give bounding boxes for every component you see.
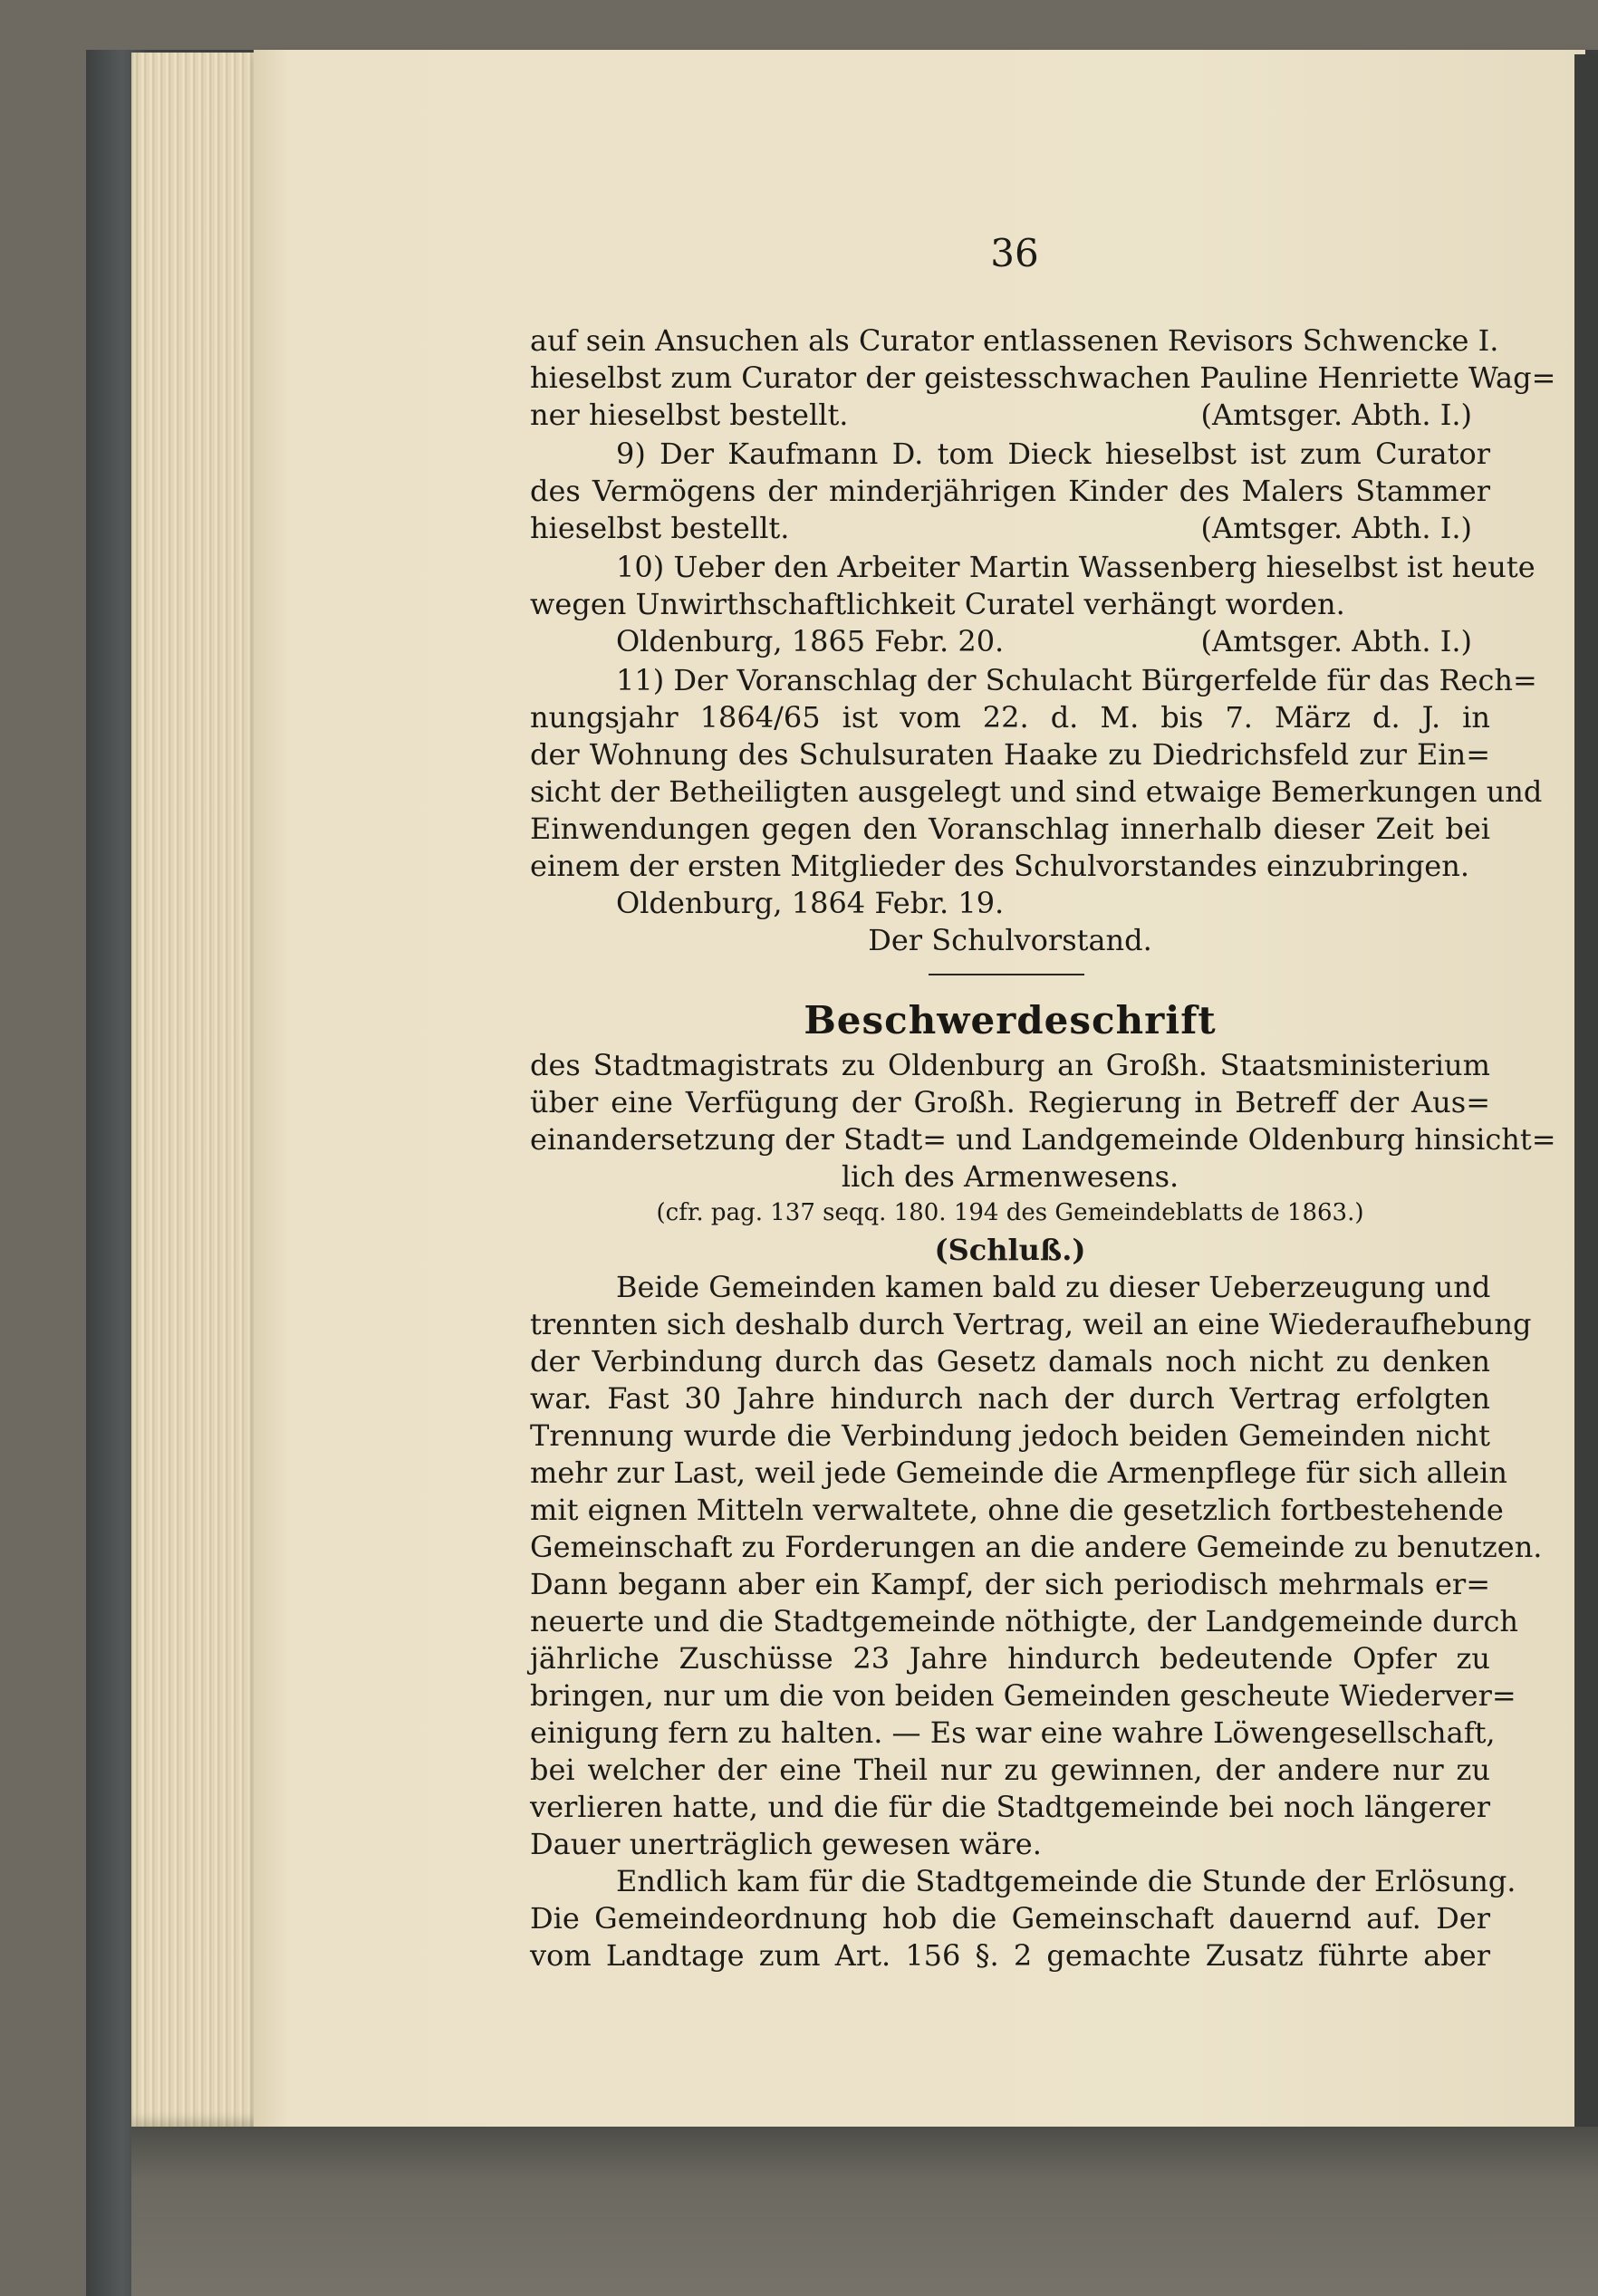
- section-divider: [929, 974, 1084, 975]
- subheading-line: über eine Verfügung der Großh. Regierung in Betreff der Aus=: [530, 1085, 1490, 1119]
- text-line: Einwendungen gegen den Voranschlag innerhalb dieser Zeit bei: [530, 812, 1490, 846]
- body-line: verlieren hatte, und die für die Stadtgemeinde bei noch längerer: [530, 1790, 1490, 1824]
- text-line: wegen Unwirthschaftlichkeit Curatel verhängt worden.: [530, 587, 1345, 621]
- body-line: Dann begann aber ein Kampf, der sich periodisch mehrmals er=: [530, 1567, 1490, 1601]
- body-line: Beide Gemeinden kamen bald zu dieser Ueberzeugung und: [616, 1270, 1491, 1304]
- source-note: (Amtsger. Abth. I.): [1200, 511, 1472, 545]
- body-line: bringen, nur um die von beiden Gemeinden gescheute Wiederver=: [530, 1678, 1516, 1713]
- body-line: bei welcher der eine Theil nur zu gewinnen, der andere nur zu: [530, 1753, 1490, 1787]
- text-line: ner hieselbst bestellt.: [530, 398, 849, 432]
- page-bottom-shadow: [131, 2127, 1598, 2296]
- subheading-line: lich des Armenwesens.: [841, 1159, 1179, 1194]
- body-line: vom Landtage zum Art. 156 §. 2 gemachte Zusatz führte aber: [530, 1938, 1490, 1973]
- continuation-label: (Schluß.): [934, 1233, 1086, 1267]
- text-line: 9) Der Kaufmann D. tom Dieck hieselbst ist zum Curator: [616, 437, 1490, 471]
- page-edges: [131, 53, 258, 2127]
- text-line: der Wohnung des Schulsuraten Haake zu Diedrichsfeld zur Ein=: [530, 737, 1490, 772]
- text-line: sicht der Betheiligten ausgelegt und sind etwaige Bemerkungen und: [530, 774, 1543, 809]
- date-line: Oldenburg, 1865 Febr. 20.: [616, 624, 1005, 658]
- text-line: hieselbst bestellt.: [530, 511, 790, 545]
- reference-note: (cfr. pag. 137 seqq. 180. 194 des Gemeindeblatts de 1863.): [656, 1199, 1364, 1226]
- body-line: mit eignen Mitteln verwaltete, ohne die gesetzlich fortbestehende: [530, 1493, 1504, 1527]
- body-line: Trennung wurde die Verbindung jedoch beiden Gemeinden nicht: [530, 1418, 1490, 1453]
- body-line: mehr zur Last, weil jede Gemeinde die Armenpflege für sich allein: [530, 1455, 1507, 1490]
- body-line: einigung fern zu halten. — Es war eine wahre Löwengesellschaft,: [530, 1715, 1496, 1750]
- source-note: (Amtsger. Abth. I.): [1200, 624, 1472, 658]
- date-line: Oldenburg, 1864 Febr. 19.: [616, 886, 1005, 920]
- text-line: einem der ersten Mitglieder des Schulvorstandes einzubringen.: [530, 849, 1470, 883]
- body-line: Gemeinschaft zu Forderungen an die andere Gemeinde zu benutzen.: [530, 1530, 1543, 1564]
- cover-right-edge: [1574, 54, 1598, 2296]
- body-line: trennten sich deshalb durch Vertrag, weil an eine Wiederaufhebung: [530, 1307, 1532, 1341]
- body-line: war. Fast 30 Jahre hindurch nach der durch Vertrag erfolgten: [530, 1381, 1490, 1416]
- section-heading: Beschwerdeschrift: [804, 998, 1217, 1042]
- text-line: 10) Ueber den Arbeiter Martin Wassenberg hieselbst ist heute: [616, 550, 1535, 584]
- subheading-line: einandersetzung der Stadt= und Landgemeinde Oldenburg hinsicht=: [530, 1122, 1556, 1157]
- subheading-line: des Stadtmagistrats zu Oldenburg an Großh. Staatsministerium: [530, 1048, 1490, 1082]
- page-number: 36: [990, 231, 1039, 275]
- body-line: neuerte und die Stadtgemeinde nöthigte, der Landgemeinde durch: [530, 1604, 1518, 1638]
- signature-line: Der Schulvorstand.: [868, 923, 1152, 957]
- source-note: (Amtsger. Abth. I.): [1200, 398, 1472, 432]
- text-line: nungsjahr 1864/65 ist vom 22. d. M. bis 7. März d. J. in: [530, 700, 1490, 735]
- text-line: des Vermögens der minderjährigen Kinder des Malers Stammer: [530, 474, 1490, 508]
- body-line: Die Gemeindeordnung hob die Gemeinschaft dauernd auf. Der: [530, 1901, 1490, 1936]
- text-line: hieselbst zum Curator der geistesschwachen Pauline Henriette Wag=: [530, 360, 1556, 395]
- text-line: auf sein Ansuchen als Curator entlassenen Revisors Schwencke I.: [530, 323, 1499, 358]
- body-line: Dauer unerträglich gewesen wäre.: [530, 1827, 1042, 1861]
- body-line: Endlich kam für die Stadtgemeinde die Stunde der Erlösung.: [616, 1864, 1516, 1898]
- text-line: 11) Der Voranschlag der Schulacht Bürgerfelde für das Rech=: [616, 663, 1537, 697]
- body-line: der Verbindung durch das Gesetz damals noch nicht zu denken: [530, 1344, 1490, 1379]
- body-line: jährliche Zuschüsse 23 Jahre hindurch bedeutende Opfer zu: [530, 1641, 1490, 1676]
